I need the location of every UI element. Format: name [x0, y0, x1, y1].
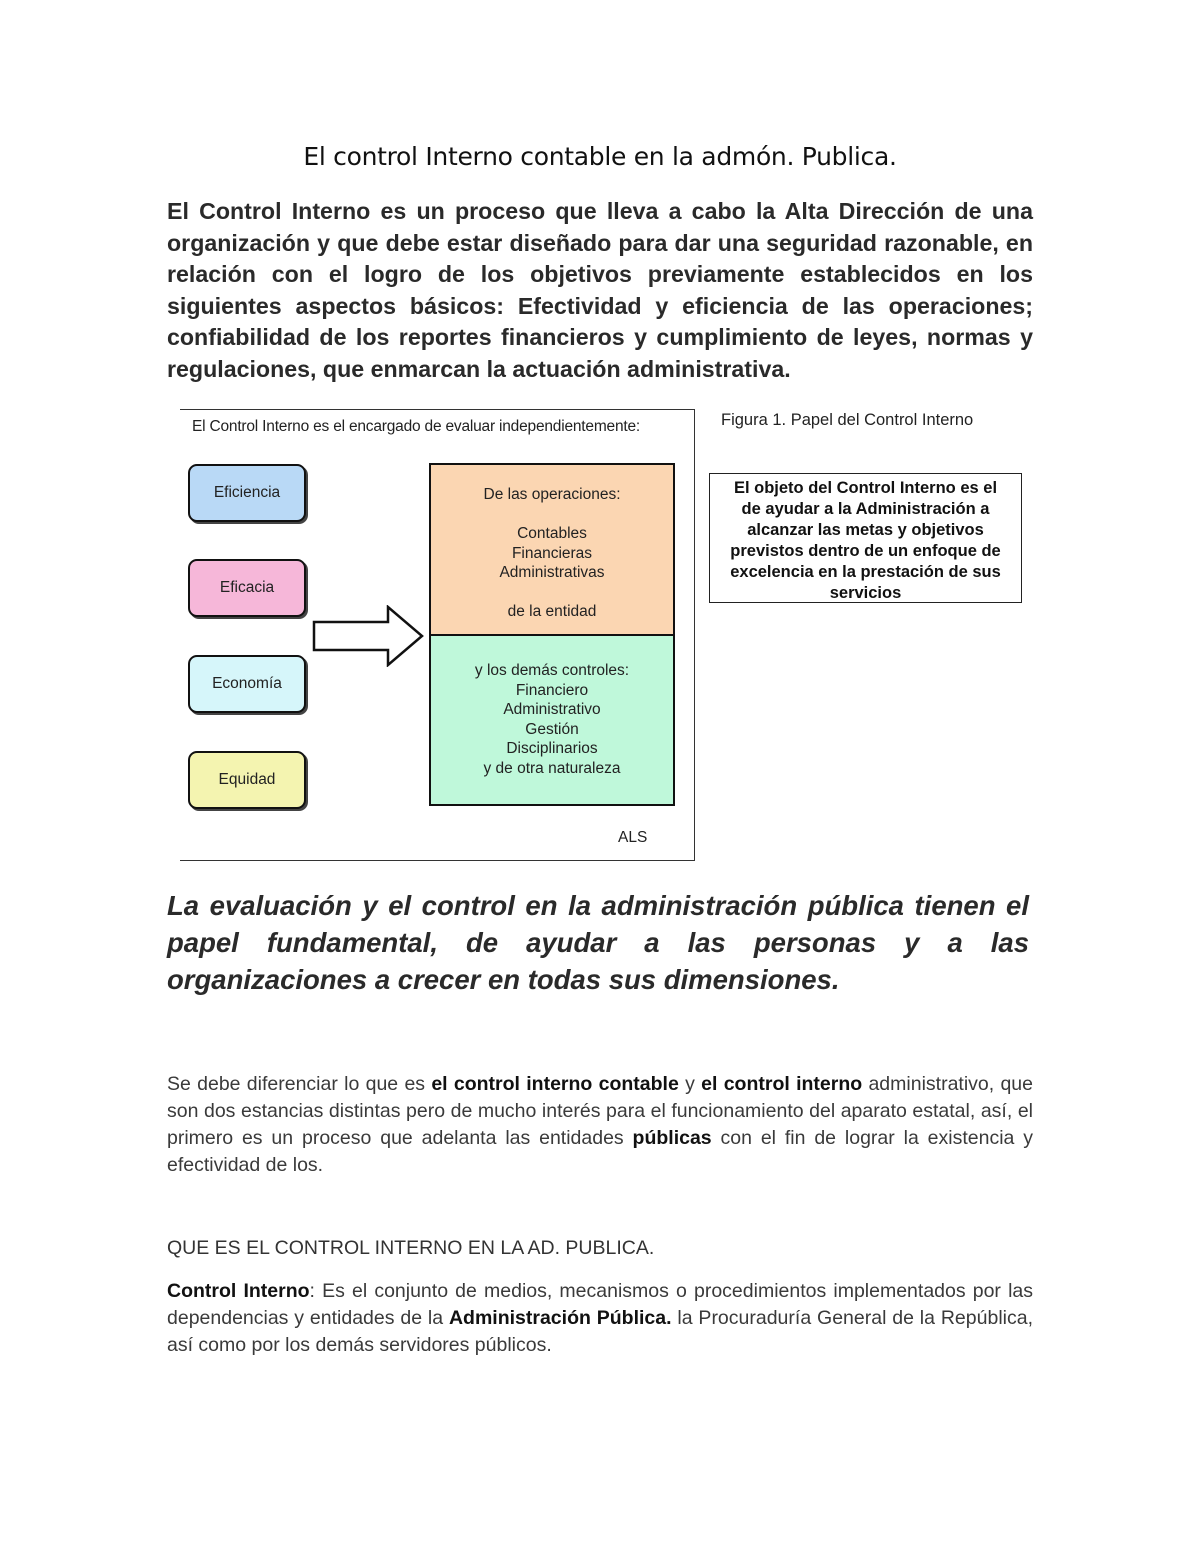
operations-line: [431, 505, 673, 525]
pill-equidad: Equidad: [188, 751, 306, 809]
controls-line: Administrativo: [503, 701, 601, 718]
callout-line: El objeto del Control Interno es el: [733, 479, 998, 497]
diagram-heading: El Control Interno es el encargado de evaluar independientemente:: [192, 418, 641, 435]
operations-line: de la entidad: [507, 603, 597, 620]
controls-line: Gestión: [525, 720, 579, 738]
page-title: El control Interno contable en la admón. Publica.: [303, 142, 897, 171]
text-run: y: [678, 1073, 702, 1095]
bold-run: Control Interno: [167, 1280, 310, 1302]
intro-paragraph: El Control Interno es un proceso que lleva a cabo la Alta Dirección de una organización y que debe estar diseñado para dar una seguridad razonable, en relación con el logro de los objetivos previamente establecidos en los siguientes aspectos básicos: Efectividad y eficiencia de las operaciones; confiabilidad de los reportes financieros y cumplimiento de leyes, normas y regulaciones, que enmarcan la actuación administrativa.: [167, 198, 1033, 382]
bold-run: Administración Pública.: [448, 1307, 672, 1329]
bold-run: el control interno: [701, 1073, 863, 1095]
controls-line: Disciplinarios: [506, 740, 598, 757]
text-run: la Procuraduría General de la República, así como por los demás servidores públicos.: [167, 1307, 1033, 1356]
text-run: con el fin de lograr la existencia y efectividad de los.: [167, 1127, 1033, 1176]
callout-line: excelencia en la prestación de sus: [730, 563, 1001, 581]
controls-line: y los demás controles:: [474, 662, 630, 679]
figure-caption: Figura 1. Papel del Control Interno: [721, 411, 974, 429]
difference-paragraph: [167, 1071, 1033, 1179]
text-run: administrativo, que son dos estancias distintas pero de mucho interés para el funcionamiento del aparato estatal, así, el primero es un proceso que adelanta las entidades: [167, 1073, 1034, 1149]
callout-box: [709, 473, 1022, 603]
pill-eficiencia: Eficiencia: [188, 464, 306, 522]
operations-line: Administrativas: [499, 564, 605, 581]
control-diagram: [180, 409, 695, 861]
pill-eficacia: Eficacia: [188, 559, 306, 617]
controls-line: y de otra naturaleza: [483, 759, 621, 777]
definition-paragraph: [167, 1278, 1033, 1359]
callout-line: servicios: [829, 584, 902, 602]
arrow-right-icon: [312, 605, 426, 667]
operations-line: [431, 583, 673, 603]
callout-line: alcanzar las metas y objetivos: [747, 521, 984, 539]
operations-box: [429, 463, 675, 637]
controls-line: Financiero: [515, 681, 589, 699]
controls-box: [429, 634, 675, 806]
diagram-signature: ALS: [618, 829, 648, 846]
operations-line: Contables: [517, 525, 587, 542]
operations-line: De las operaciones:: [483, 486, 621, 503]
bold-run: el control interno contable: [431, 1073, 679, 1095]
section-heading: QUE ES EL CONTROL INTERNO EN LA AD. PUBLICA.: [167, 1237, 655, 1259]
callout-line: previstos dentro de un enfoque de: [730, 542, 1001, 560]
callout-line: de ayudar a la Administración a: [741, 500, 990, 518]
text-run: : Es el conjunto de medios, mecanismos o procedimientos implementados por las dependencias y entidades de la: [167, 1280, 1033, 1329]
operations-line: Financieras: [511, 544, 593, 562]
pill-economia: Economía: [188, 655, 306, 713]
bold-run: públicas: [632, 1127, 712, 1149]
text-run: Se debe diferenciar lo que es: [167, 1073, 432, 1095]
highlight-quote: La evaluación y el control en la administración pública tienen el papel fundamental, de ayudar a las personas y a las organizaciones a crecer en todas sus dimensiones.: [167, 890, 1029, 995]
